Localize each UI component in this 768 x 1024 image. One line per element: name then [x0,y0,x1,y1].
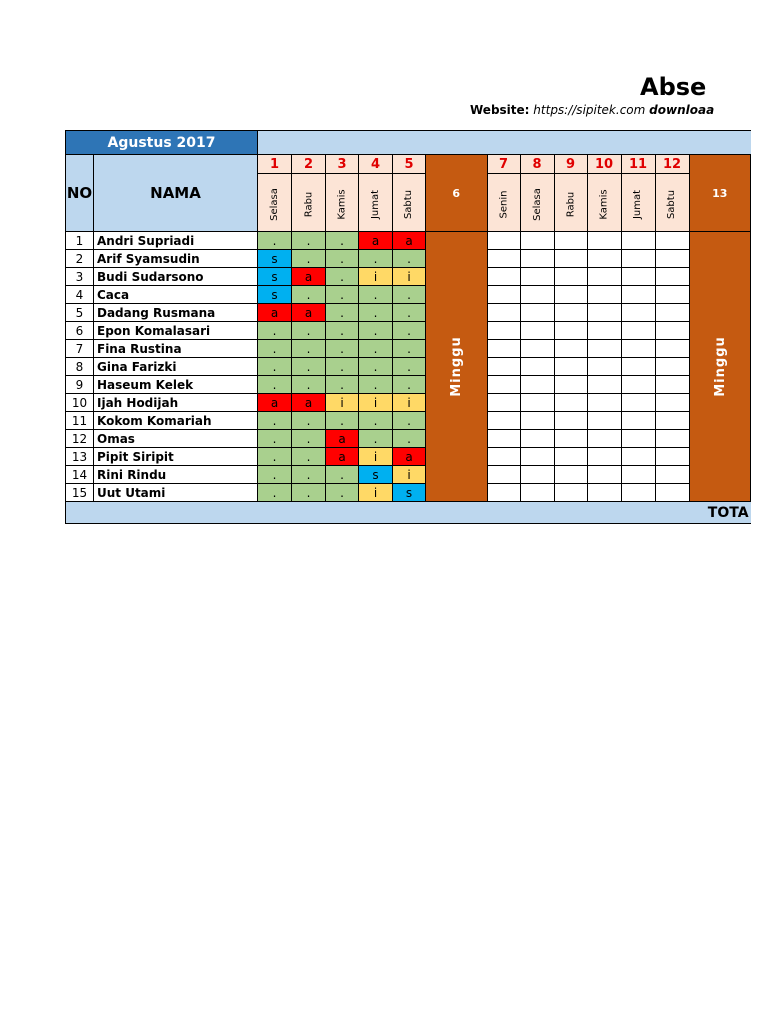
attendance-cell-empty[interactable] [621,484,655,502]
attendance-cell-empty[interactable] [520,430,554,448]
attendance-cell[interactable]: a [326,448,359,466]
student-name: Ijah Hodijah [94,394,258,412]
attendance-cell[interactable]: . [359,412,393,430]
attendance-cell-empty[interactable] [621,286,655,304]
attendance-cell-empty[interactable] [520,394,554,412]
student-name: Omas [94,430,258,448]
attendance-cell[interactable]: s [258,268,292,286]
table-row [66,448,751,466]
attendance-cell-empty[interactable] [487,250,520,268]
day-number: 7 [487,155,520,174]
day-name [621,174,655,232]
attendance-cell-empty[interactable] [520,232,554,250]
attendance-cell-empty[interactable] [554,466,587,484]
attendance-cell[interactable]: . [326,322,359,340]
day-number: 1 [258,155,292,174]
attendance-cell[interactable]: . [258,376,292,394]
attendance-cell-empty[interactable] [655,376,689,394]
attendance-cell-empty[interactable] [487,340,520,358]
attendance-cell-empty[interactable] [520,250,554,268]
attendance-cell[interactable]: . [393,304,426,322]
attendance-cell[interactable]: . [359,430,393,448]
attendance-cell[interactable]: s [359,466,393,484]
attendance-cell-empty[interactable] [587,268,621,286]
attendance-cell-empty[interactable] [487,394,520,412]
attendance-cell[interactable]: . [292,376,326,394]
month-header: Agustus 2017 [66,131,258,155]
row-number: 3 [66,268,94,286]
table-row [66,358,751,376]
attendance-cell[interactable]: i [359,394,393,412]
day-number: 11 [621,155,655,174]
day-name-label: Selasa [269,187,280,221]
row-number: 2 [66,250,94,268]
attendance-cell[interactable]: a [292,304,326,322]
attendance-cell-empty[interactable] [554,322,587,340]
table-row [66,394,751,412]
attendance-cell-empty[interactable] [487,286,520,304]
table-row [66,286,751,304]
attendance-cell[interactable]: . [292,340,326,358]
attendance-cell-empty[interactable] [554,304,587,322]
attendance-cell-empty[interactable] [587,232,621,250]
attendance-cell[interactable]: . [292,358,326,376]
attendance-cell-empty[interactable] [554,286,587,304]
attendance-cell[interactable]: . [258,484,292,502]
attendance-cell[interactable]: . [326,250,359,268]
attendance-cell-empty[interactable] [587,286,621,304]
attendance-cell-empty[interactable] [587,484,621,502]
table-row [66,250,751,268]
attendance-cell-empty[interactable] [520,466,554,484]
attendance-cell-empty[interactable] [520,484,554,502]
header-band [258,131,751,155]
row-number: 13 [66,448,94,466]
attendance-cell-empty[interactable] [587,376,621,394]
attendance-cell-empty[interactable] [520,304,554,322]
attendance-cell-empty[interactable] [520,268,554,286]
attendance-cell[interactable]: a [292,394,326,412]
day-name [292,174,326,232]
table-row [66,232,751,250]
attendance-cell-empty[interactable] [587,412,621,430]
total-row [66,502,751,524]
attendance-cell[interactable]: . [326,358,359,376]
attendance-cell[interactable]: a [258,304,292,322]
attendance-cell-empty[interactable] [655,232,689,250]
attendance-cell[interactable]: . [393,430,426,448]
column-no-header: NO [66,155,94,232]
attendance-cell[interactable]: . [359,376,393,394]
attendance-cell-empty[interactable] [554,358,587,376]
attendance-cell[interactable]: . [258,430,292,448]
attendance-cell[interactable]: . [326,286,359,304]
table-row [66,430,751,448]
student-name: Fina Rustina [94,340,258,358]
attendance-cell-empty[interactable] [520,286,554,304]
attendance-cell-empty[interactable] [487,484,520,502]
attendance-cell[interactable]: . [292,466,326,484]
attendance-cell[interactable]: . [258,448,292,466]
attendance-cell[interactable]: . [292,484,326,502]
attendance-cell-empty[interactable] [655,430,689,448]
attendance-cell[interactable]: . [326,484,359,502]
attendance-cell-empty[interactable] [520,358,554,376]
day-name-label: Selasa [531,187,543,221]
attendance-cell[interactable]: a [326,430,359,448]
attendance-cell[interactable]: . [258,412,292,430]
day-name [393,174,426,232]
attendance-cell-empty[interactable] [487,376,520,394]
row-number: 1 [66,232,94,250]
attendance-cell[interactable]: . [393,250,426,268]
table-row [66,304,751,322]
attendance-cell-empty[interactable] [520,412,554,430]
attendance-cell[interactable]: . [258,466,292,484]
row-number: 4 [66,286,94,304]
attendance-cell-empty[interactable] [621,358,655,376]
attendance-cell-empty[interactable] [520,376,554,394]
day-name [326,174,359,232]
attendance-cell[interactable]: . [326,340,359,358]
attendance-cell[interactable]: . [359,250,393,268]
attendance-cell-empty[interactable] [655,412,689,430]
day-number: 8 [520,155,554,174]
attendance-cell[interactable]: . [292,412,326,430]
attendance-cell[interactable]: . [326,466,359,484]
attendance-cell[interactable]: . [258,358,292,376]
day-name-label: Sabtu [403,189,415,219]
attendance-cell-empty[interactable] [554,394,587,412]
attendance-cell-empty[interactable] [655,304,689,322]
attendance-cell-empty[interactable] [487,466,520,484]
row-number: 14 [66,466,94,484]
attendance-cell-empty[interactable] [587,394,621,412]
student-name: Pipit Siripit [94,448,258,466]
day-number: 10 [587,155,621,174]
student-name: Uut Utami [94,484,258,502]
attendance-cell-empty[interactable] [621,466,655,484]
day-name-label: Kamis [598,188,610,220]
website-url[interactable]: https://sipitek.com [533,103,646,117]
attendance-cell[interactable]: . [292,250,326,268]
attendance-cell[interactable]: . [258,340,292,358]
attendance-cell-empty[interactable] [655,358,689,376]
row-number: 12 [66,430,94,448]
attendance-cell-empty[interactable] [621,448,655,466]
sunday-label: Minggu [712,336,728,397]
attendance-cell[interactable]: . [258,322,292,340]
attendance-cell[interactable]: i [359,484,393,502]
attendance-cell-empty[interactable] [621,250,655,268]
attendance-cell-empty[interactable] [554,484,587,502]
attendance-cell[interactable]: . [326,376,359,394]
student-name: Kokom Komariah [94,412,258,430]
attendance-cell-empty[interactable] [487,358,520,376]
attendance-cell-empty[interactable] [587,466,621,484]
download-text: downloaa [649,103,715,117]
row-number: 9 [66,376,94,394]
attendance-cell[interactable]: i [359,448,393,466]
attendance-cell[interactable]: . [393,358,426,376]
website-line [470,103,715,117]
attendance-cell-empty[interactable] [621,322,655,340]
attendance-cell[interactable]: . [393,376,426,394]
attendance-cell[interactable]: . [326,232,359,250]
attendance-cell[interactable]: . [359,304,393,322]
attendance-cell-empty[interactable] [554,412,587,430]
attendance-cell[interactable]: a [393,232,426,250]
attendance-cell[interactable]: s [258,250,292,268]
sunday-column [689,232,751,502]
attendance-cell-empty[interactable] [655,340,689,358]
attendance-cell[interactable]: s [258,286,292,304]
student-name: Haseum Kelek [94,376,258,394]
attendance-cell[interactable]: . [326,268,359,286]
attendance-cell[interactable]: i [393,268,426,286]
student-name: Arif Syamsudin [94,250,258,268]
day-name [487,174,520,232]
row-number: 8 [66,358,94,376]
attendance-cell-empty[interactable] [655,466,689,484]
day-number-sunday: 13 [689,155,751,232]
attendance-cell[interactable]: . [326,412,359,430]
attendance-cell-empty[interactable] [587,340,621,358]
attendance-cell[interactable]: . [258,232,292,250]
attendance-cell[interactable]: i [393,394,426,412]
attendance-cell[interactable]: . [393,286,426,304]
attendance-cell-empty[interactable] [554,448,587,466]
day-name-label: Rabu [565,191,577,217]
day-name [554,174,587,232]
attendance-cell[interactable]: a [258,394,292,412]
day-name-label: Rabu [302,191,314,217]
attendance-cell-empty[interactable] [621,304,655,322]
day-name-label: Jumat [369,189,381,219]
sunday-column [426,232,488,502]
attendance-cell-empty[interactable] [520,340,554,358]
total-label: TOTA [66,502,751,524]
table-row [66,376,751,394]
attendance-cell-empty[interactable] [554,268,587,286]
attendance-cell-empty[interactable] [655,394,689,412]
table-row [66,412,751,430]
attendance-cell[interactable]: . [292,286,326,304]
column-name-header: NAMA [94,155,258,232]
attendance-cell[interactable]: i [326,394,359,412]
attendance-cell-empty[interactable] [621,394,655,412]
day-number: 2 [292,155,326,174]
attendance-cell[interactable]: . [359,322,393,340]
student-name: Rini Rindu [94,466,258,484]
attendance-cell[interactable]: . [326,304,359,322]
day-number-sunday: 6 [426,155,488,232]
attendance-cell-empty[interactable] [655,268,689,286]
attendance-cell[interactable]: s [393,484,426,502]
student-name: Caca [94,286,258,304]
attendance-cell-empty[interactable] [487,430,520,448]
row-number: 6 [66,322,94,340]
day-number: 4 [359,155,393,174]
attendance-cell-empty[interactable] [621,412,655,430]
attendance-cell-empty[interactable] [621,268,655,286]
row-number: 15 [66,484,94,502]
attendance-cell-empty[interactable] [587,304,621,322]
attendance-cell[interactable]: . [393,322,426,340]
attendance-cell[interactable]: . [359,340,393,358]
attendance-cell-empty[interactable] [655,286,689,304]
row-number: 11 [66,412,94,430]
day-number: 12 [655,155,689,174]
table-row [66,268,751,286]
attendance-cell[interactable]: . [292,448,326,466]
attendance-cell[interactable]: a [359,232,393,250]
attendance-cell-empty[interactable] [587,322,621,340]
attendance-cell-empty[interactable] [520,448,554,466]
day-name [258,174,292,232]
table-row [66,322,751,340]
attendance-cell[interactable]: a [292,268,326,286]
table-row [66,466,751,484]
attendance-cell[interactable]: i [359,268,393,286]
table-row [66,340,751,358]
attendance-cell-empty[interactable] [655,484,689,502]
table-row [66,484,751,502]
website-label: Website: [470,103,530,117]
attendance-cell-empty[interactable] [587,358,621,376]
day-name-label: Senin [498,190,510,218]
day-number: 5 [393,155,426,174]
attendance-cell-empty[interactable] [520,322,554,340]
sunday-label: Minggu [448,336,464,397]
attendance-cell[interactable]: . [292,322,326,340]
student-name: Dadang Rusmana [94,304,258,322]
attendance-cell[interactable]: . [292,430,326,448]
student-name: Gina Farizki [94,358,258,376]
day-name [359,174,393,232]
attendance-cell-empty[interactable] [554,376,587,394]
attendance-cell-empty[interactable] [487,448,520,466]
attendance-cell-empty[interactable] [487,304,520,322]
day-name [587,174,621,232]
attendance-cell-empty[interactable] [655,322,689,340]
day-number: 9 [554,155,587,174]
attendance-cell[interactable]: . [359,358,393,376]
attendance-cell[interactable]: i [393,466,426,484]
attendance-cell-empty[interactable] [587,448,621,466]
attendance-cell[interactable]: a [393,448,426,466]
day-name [655,174,689,232]
day-name-label: Jumat [632,189,644,219]
attendance-cell-empty[interactable] [487,268,520,286]
attendance-cell-empty[interactable] [554,430,587,448]
day-name-label: Kamis [336,188,348,220]
attendance-cell-empty[interactable] [655,448,689,466]
day-name-label: Sabtu [666,189,678,219]
day-name [520,174,554,232]
attendance-cell-empty[interactable] [621,232,655,250]
row-number: 10 [66,394,94,412]
attendance-cell-empty[interactable] [587,430,621,448]
attendance-cell[interactable]: . [393,412,426,430]
attendance-cell[interactable]: . [292,232,326,250]
student-name: Budi Sudarsono [94,268,258,286]
student-name: Epon Komalasari [94,322,258,340]
page-title: Abse [640,73,707,101]
attendance-cell-empty[interactable] [621,430,655,448]
attendance-cell-empty[interactable] [487,322,520,340]
attendance-cell-empty[interactable] [554,340,587,358]
attendance-cell-empty[interactable] [621,340,655,358]
attendance-cell-empty[interactable] [487,412,520,430]
student-name: Andri Supriadi [94,232,258,250]
attendance-cell-empty[interactable] [487,232,520,250]
attendance-cell[interactable]: . [393,340,426,358]
row-number: 5 [66,304,94,322]
attendance-table [65,130,751,524]
attendance-cell-empty[interactable] [554,232,587,250]
attendance-cell-empty[interactable] [554,250,587,268]
attendance-cell-empty[interactable] [655,250,689,268]
attendance-cell[interactable]: . [359,286,393,304]
row-number: 7 [66,340,94,358]
attendance-cell-empty[interactable] [587,250,621,268]
day-number: 3 [326,155,359,174]
attendance-cell-empty[interactable] [621,376,655,394]
